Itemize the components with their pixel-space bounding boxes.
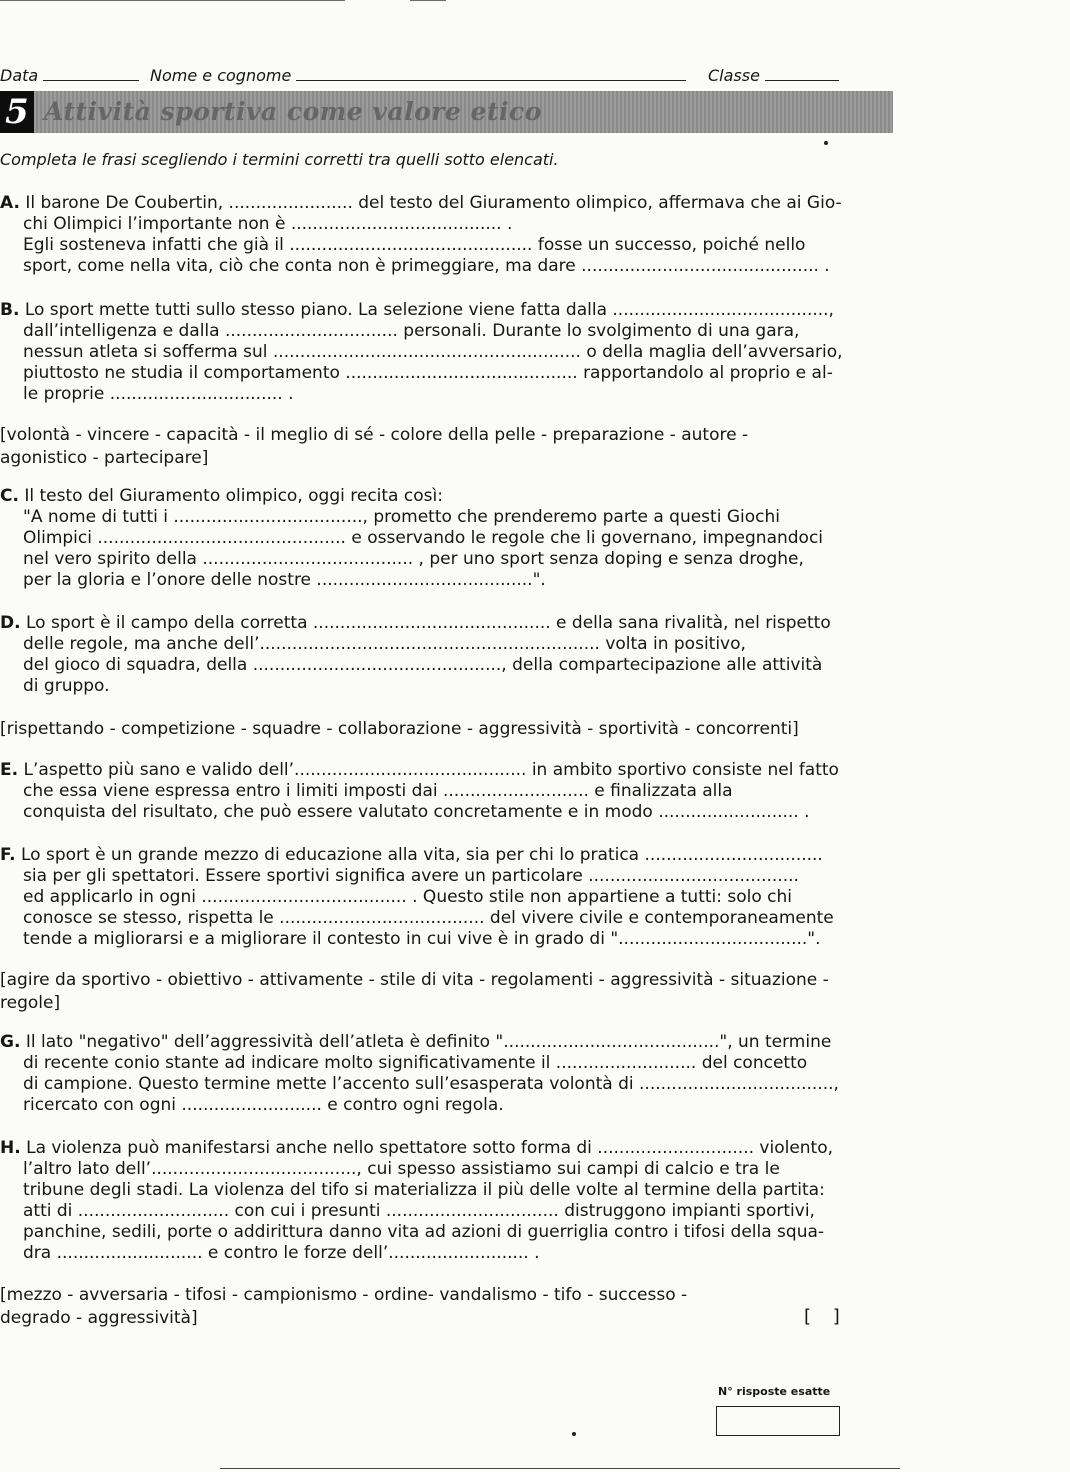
text-line: l’altro lato dell’......................................, cui spesso assistiamo sui campi di calcio e tra le — [23, 1159, 780, 1179]
text-line: Lo sport è il campo della corretta ............................................ e della sana rivalità, nel rispetto — [25, 613, 831, 633]
text-line: dra ........................... e contro le forze dell’.......................... . — [23, 1243, 540, 1263]
section-label: D. — [0, 613, 21, 633]
text-line: nel vero spirito della ....................................... , per uno sport senza doping e senza droghe, — [23, 549, 804, 569]
text-line: del gioco di squadra, della .............................................., della compartecipazione alle attività — [23, 655, 823, 675]
section-g — [0, 1032, 850, 1116]
text-line: di gruppo. — [23, 676, 110, 696]
section-label: G. — [0, 1032, 21, 1052]
section-label: E. — [0, 760, 19, 780]
section-label: F. — [0, 845, 16, 865]
section-label: B. — [0, 300, 20, 320]
text-line: atti di ............................ con cui i presunti ................................ distruggono impianti sportivi, — [23, 1201, 815, 1221]
text-line: Lo sport è un grande mezzo di educazione alla vita, sia per chi lo pratica ................................. — [20, 845, 823, 865]
text-line: chi Olimpici l’importante non è ....................................... . — [23, 214, 513, 234]
section-f — [0, 845, 850, 950]
scan-speck — [824, 141, 828, 145]
exercise-title: Attività sportiva come valore etico — [44, 97, 542, 126]
name-field[interactable] — [150, 66, 686, 85]
text-line: L’aspetto più sano e valido dell’........................................... in ambito sportivo consiste nel fatto — [23, 760, 839, 780]
word-bank — [0, 969, 850, 1015]
date-label: Data — [0, 66, 39, 85]
word-bank-line: regole] — [0, 993, 61, 1013]
text-line: piuttosto ne studia il comportamento ........................................... rapportandolo al proprio e al- — [23, 363, 833, 383]
text-line: Lo sport mette tutti sullo stesso piano. La selezione viene fatta dalla ........................................, — [24, 300, 834, 320]
word-bank-line: [volontà - vincere - capacità - il meglio di sé - colore della pelle - preparazione - autore - — [0, 425, 749, 445]
text-line: che essa viene espressa entro i limiti imposti dai ........................... e finalizzata alla — [23, 781, 733, 801]
name-label: Nome e cognome — [150, 66, 292, 85]
section-e — [0, 760, 850, 823]
class-field[interactable] — [708, 66, 839, 85]
text-line: sport, come nella vita, ciò che conta non è primeggiare, ma dare ............................................ . — [23, 256, 830, 276]
text-line: panchine, sedili, porte o addirittura danno vita ad azioni di guerriglia contro i tifosi della squa- — [23, 1222, 825, 1242]
word-bank — [0, 424, 850, 470]
word-bank — [0, 1284, 850, 1330]
scan-speck — [572, 1432, 576, 1436]
text-line: ricercato con ogni .......................... e contro ogni regola. — [23, 1095, 504, 1115]
score-box[interactable] — [716, 1406, 840, 1436]
word-bank-line: [rispettando - competizione - squadre - collaborazione - aggressività - sportività - concorrenti] — [0, 719, 799, 739]
name-blank[interactable] — [296, 80, 686, 81]
text-line: Egli sosteneva infatti che già il ............................................. fosse un successo, poiché nello — [23, 235, 806, 255]
score-label: N° risposte esatte — [718, 1385, 831, 1398]
text-line: Il barone De Coubertin, ....................... del testo del Giuramento olimpico, affermava che ai Gio- — [25, 193, 842, 213]
section-d — [0, 613, 850, 697]
instruction: Completa le frasi scegliendo i termini corretti tra quelli sotto elencati. — [0, 150, 559, 169]
section-label: C. — [0, 486, 19, 506]
text-line: La violenza può manifestarsi anche nello spettatore sotto forma di ............................. violento, — [26, 1138, 834, 1158]
word-bank-line: degrado - aggressività] — [0, 1308, 198, 1328]
text-line: dall’intelligenza e dalla ................................ personali. Durante lo svolgimento di una gara, — [23, 321, 800, 341]
word-bank — [0, 718, 850, 741]
word-bank-line: [mezzo - avversaria - tifosi - campionismo - ordine- vandalismo - tifo - successo - — [0, 1285, 688, 1305]
text-line: per la gloria e l’onore delle nostre ........................................". — [23, 570, 546, 590]
text-line: Il lato "negativo" dell’aggressività dell’atleta è definito "........................................", un termine — [25, 1032, 832, 1052]
text-line: di recente conio stante ad indicare molto significativamente il .......................... del concetto — [23, 1053, 808, 1073]
section-b — [0, 300, 850, 405]
class-label: Classe — [708, 66, 760, 85]
text-line: Il testo del Giuramento olimpico, oggi recita così: — [24, 486, 443, 506]
word-bank-line: agonistico - partecipare] — [0, 448, 209, 468]
text-line: conquista del risultato, che può essere valutato concretamente e in modo .......................... . — [23, 802, 810, 822]
word-bank-line: [agire da sportivo - obiettivo - attivamente - stile di vita - regolamenti - aggressività - situazione - — [0, 970, 829, 990]
section-a — [0, 193, 850, 277]
text-line: le proprie ................................ . — [23, 384, 294, 404]
score-bracket: [ ] — [804, 1306, 848, 1327]
text-line: Olimpici .............................................. e osservando le regole che li governano, impegnandoci — [23, 528, 824, 548]
text-line: conosce se stesso, rispetta le ...................................... del vivere civile e contemporaneamente — [23, 908, 834, 928]
class-blank[interactable] — [765, 80, 839, 81]
scan-edge-line — [220, 1468, 900, 1469]
text-line: di campione. Questo termine mette l’accento sull’esasperata volontà di ...................................., — [23, 1074, 839, 1094]
section-label: A. — [0, 193, 20, 213]
date-blank[interactable] — [43, 80, 139, 81]
text-line: nessun atleta si sofferma sul ......................................................... o della maglia dell’avversario, — [23, 342, 843, 362]
section-c — [0, 486, 850, 591]
exercise-number: 5 — [0, 91, 34, 133]
date-field[interactable] — [0, 66, 139, 85]
text-line: delle regole, ma anche dell’............................................................... volta in positivo, — [23, 634, 746, 654]
section-label: H. — [0, 1138, 21, 1158]
text-line: "A nome di tutti i ..................................., prometto che prenderemo parte a questi Giochi — [23, 507, 780, 527]
section-h — [0, 1138, 850, 1264]
scan-edge-line — [410, 0, 446, 1]
text-line: ed applicarlo in ogni ...................................... . Questo stile non appartiene a tutti: solo chi — [23, 887, 793, 907]
text-line: tende a migliorarsi e a migliorare il contesto in cui vive è in grado di "...................................". — [23, 929, 821, 949]
scan-edge-line — [0, 0, 345, 1]
text-line: tribune degli stadi. La violenza del tifo si materializza il più delle volte al termine della partita: — [23, 1180, 825, 1200]
text-line: sia per gli spettatori. Essere sportivi significa avere un particolare ....................................... — [23, 866, 799, 886]
